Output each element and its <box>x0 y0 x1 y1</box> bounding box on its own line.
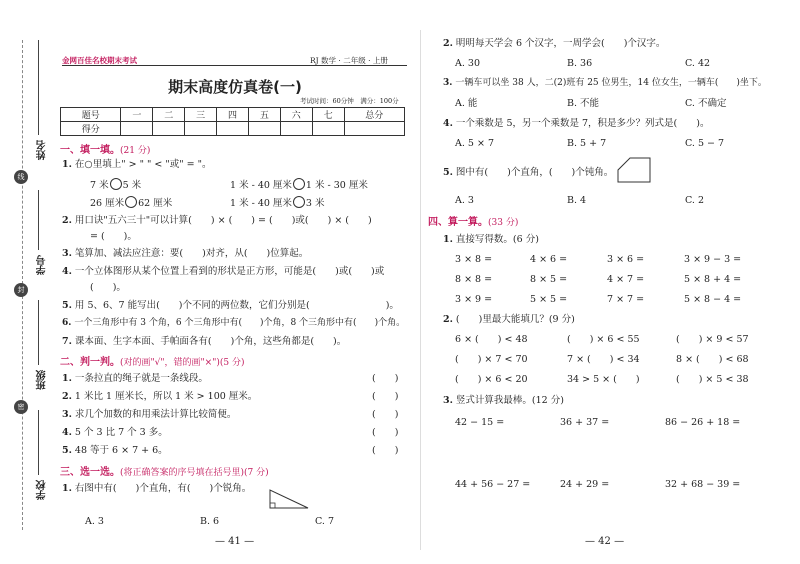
section-2-title: 二、判一判。 <box>60 357 120 368</box>
bind-mark-line: 线 <box>14 170 28 184</box>
compare-circle[interactable] <box>110 178 122 190</box>
s2-item-text: 48 等于 6 × 7 + 6。 <box>74 445 168 456</box>
fill-max-item[interactable]: ( ) × 7 < 70 <box>455 354 528 365</box>
score-header-cell: 三 <box>185 108 217 122</box>
mental-math-item: 5 × 8 + 4 = <box>684 274 742 285</box>
mental-math-item: 4 × 6 = <box>530 254 568 265</box>
score-cell[interactable] <box>344 122 405 136</box>
s1-q1: 1. 在○里填上" > " " < "或" = "。 <box>62 159 212 170</box>
school-field[interactable] <box>38 410 39 475</box>
vertical-calc-item: 32 + 68 − 39 = <box>665 479 741 490</box>
judge-answer[interactable]: ( ) <box>372 427 399 438</box>
vertical-calc-item: 24 + 29 = <box>560 479 610 490</box>
s2-item: 5. 48 等于 6 × 7 + 6。 <box>62 445 168 456</box>
s1-q1-item <box>90 196 172 210</box>
s4-q3-text: 竖式计算我最棒。(12 分) <box>455 395 564 406</box>
section-4-points: (33 分) <box>488 218 519 228</box>
s1-q6: 6. 一个三角形中有 3 个角，6 个三角形中有( )个角，8 个三角形中有( )个角。 <box>62 318 406 328</box>
section-2-heading <box>60 353 244 368</box>
page-title: 期末高度仿真卷(一) <box>168 78 302 96</box>
mental-math-item: 3 × 6 = <box>607 254 645 265</box>
right-angle-mark <box>270 503 275 508</box>
judge-answer[interactable]: ( ) <box>372 445 399 456</box>
compare-left: 1 米 - 40 厘米 <box>230 180 292 191</box>
fill-max-item[interactable]: 6 × ( ) < 48 <box>455 334 528 345</box>
s3-q3-option[interactable]: A. 能 <box>455 98 478 109</box>
s2-item-text: 5 个 3 比 7 个 3 多。 <box>74 427 168 438</box>
bind-mark-seal: 封 <box>14 283 28 297</box>
s3-q1-option[interactable]: A. 3 <box>85 516 104 527</box>
s4-q1: 1. 直接写得数。(6 分) <box>443 234 539 245</box>
s1-q1-item <box>230 178 368 192</box>
mental-math-item: 7 × 7 = <box>607 294 645 305</box>
section-3-heading <box>60 463 269 478</box>
student-id-label: 学号 <box>37 255 48 275</box>
s1-q1-item <box>90 178 141 192</box>
mental-math-item: 3 × 9 − 3 = <box>684 254 742 265</box>
s1-q2-line1: 用口诀"五六三十"可以计算( ) × ( ) = ( )或( ) × ( ) <box>74 215 372 226</box>
s3-q3: 3. 一辆车可以坐 38 人，二(2)班有 25 位男生，14 位女生，一辆车( )坐下。 <box>443 78 767 88</box>
s1-q5-text: 用 5、6、7 能写出( )个不同的两位数，它们分别是( )。 <box>74 300 399 311</box>
section-1-heading <box>60 141 150 156</box>
s2-item: 1. 一条拉直的绳子就是一条线段。 <box>62 373 208 384</box>
s3-q4-option[interactable]: A. 5 × 7 <box>455 138 494 149</box>
section-1-title: 一、填一填。 <box>60 145 120 156</box>
section-4-title: 四、算一算。 <box>428 217 488 228</box>
s3-q4: 4. 一个乘数是 5，另一个乘数是 7，积是多少？列式是( )。 <box>443 118 710 129</box>
s1-q2-line2: = ( )。 <box>90 231 137 242</box>
s2-item: 3. 求几个加数的和用乘法计算比较简便。 <box>62 409 237 420</box>
trapezoid-shape <box>618 158 650 182</box>
trapezoid-figure <box>616 156 652 184</box>
score-value-row <box>61 122 405 136</box>
school-label: 学校 <box>37 480 48 500</box>
score-cell[interactable] <box>280 122 312 136</box>
score-header-cell: 题号 <box>61 108 121 122</box>
mental-math-item: 5 × 8 − 4 = <box>684 294 742 305</box>
page-divider <box>420 30 421 550</box>
triangle-figure <box>268 488 310 510</box>
section-3-hint: (将正确答案的序号填在括号里) <box>120 468 245 478</box>
score-header-cell: 六 <box>280 108 312 122</box>
mental-math-item: 3 × 9 = <box>455 294 493 305</box>
s4-q1-text: 直接写得数。(6 分) <box>455 234 539 245</box>
score-cell[interactable] <box>121 122 153 136</box>
score-row-label: 得分 <box>61 122 121 136</box>
fill-max-item[interactable]: 7 × ( ) < 34 <box>567 354 640 365</box>
s3-q5-option[interactable]: B. 4 <box>567 195 587 206</box>
mental-math-item: 3 × 8 = <box>455 254 493 265</box>
score-header-cell: 总分 <box>344 108 405 122</box>
section-3-title: 三、选一选。 <box>60 467 120 478</box>
exam-info: 考试时间：60分钟 满分：100分 <box>300 97 399 105</box>
s3-q2-text: 明明每天学会 6 个汉字，一周学会( )个汉字。 <box>455 38 666 49</box>
vertical-calc-item: 42 − 15 = <box>455 417 505 428</box>
s3-q1: 1. 右图中有( )个直角，有( )个锐角。 <box>62 483 252 494</box>
triangle-shape <box>270 490 308 508</box>
s3-q2-option[interactable]: A. 30 <box>455 58 480 69</box>
s1-q4: 4. 一个立体图形从某个位置上看到的形状是正方形，可能是( )或( )或 <box>62 266 385 277</box>
fill-max-item[interactable]: ( ) × 5 < 38 <box>676 374 749 385</box>
edition-label: RJ 数学 · 二年级 · 上册 <box>310 56 388 65</box>
s3-q3-option[interactable]: C. 不确定 <box>685 98 727 109</box>
score-cell[interactable] <box>217 122 249 136</box>
score-table <box>60 107 405 136</box>
compare-circle[interactable] <box>293 196 305 208</box>
compare-right: 5 米 <box>122 180 142 191</box>
s1-q4-line2: ( )。 <box>90 282 126 293</box>
compare-right: 62 厘米 <box>138 198 173 209</box>
class-label: 班级 <box>37 370 48 390</box>
s3-q4-option[interactable]: C. 5 − 7 <box>685 138 725 149</box>
judge-answer[interactable]: ( ) <box>372 409 399 420</box>
s3-q1-option[interactable]: B. 6 <box>200 516 220 527</box>
section-2-hint: (对的画"√"，错的画"×") <box>120 358 220 368</box>
s2-item: 2. 1 米比 1 厘米长，所以 1 米 > 100 厘米。 <box>62 391 258 402</box>
s1-q7-text: 课本面、生字本面、手帕面各有( )个角，这些角都是( )。 <box>74 336 347 347</box>
compare-circle[interactable] <box>125 196 137 208</box>
s4-q2-text: ( )里最大能填几？(9 分) <box>455 314 575 325</box>
s3-q2-option[interactable]: C. 42 <box>685 58 711 69</box>
class-field[interactable] <box>38 300 39 365</box>
s3-q5-option[interactable]: A. 3 <box>455 195 474 206</box>
compare-left: 7 米 <box>90 180 109 191</box>
compare-right: 3 米 <box>305 198 325 209</box>
s3-q1-text: 右图中有( )个直角，有( )个锐角。 <box>74 483 252 494</box>
s3-q5: 5. 图中有( )个直角，( )个钝角。 <box>443 167 614 178</box>
s2-item: 4. 5 个 3 比 7 个 3 多。 <box>62 427 168 438</box>
s2-item-text: 求几个加数的和用乘法计算比较简便。 <box>74 409 237 420</box>
mental-math-item: 8 × 8 = <box>455 274 493 285</box>
section-4-heading <box>428 213 518 228</box>
s1-q3: 3. 笔算加、减法应注意：要( )对齐，从( )位算起。 <box>62 248 309 259</box>
section-3-points: (7 分) <box>244 468 269 478</box>
s1-q1-item <box>230 196 325 210</box>
fill-max-item[interactable]: ( ) × 6 < 20 <box>455 374 528 385</box>
score-header-cell: 七 <box>312 108 344 122</box>
fill-max-item[interactable]: ( ) × 9 < 57 <box>676 334 749 345</box>
score-header-cell: 五 <box>248 108 280 122</box>
vertical-calc-item: 36 + 37 = <box>560 417 610 428</box>
score-header-cell: 二 <box>153 108 185 122</box>
score-header-row <box>61 108 405 122</box>
page-number-right: — 42 — <box>585 536 625 547</box>
s3-q2-option[interactable]: B. 36 <box>567 58 593 69</box>
vertical-calc-item: 86 − 26 + 18 = <box>665 417 741 428</box>
compare-right: 1 米 - 30 厘米 <box>305 180 368 191</box>
judge-answer[interactable]: ( ) <box>372 391 399 402</box>
score-cell[interactable] <box>153 122 185 136</box>
s3-q5-text: 图中有( )个直角，( )个钝角。 <box>455 167 614 178</box>
s3-q3-option[interactable]: B. 不能 <box>567 98 600 109</box>
section-2-points: (5 分) <box>219 358 245 368</box>
score-header-cell: 四 <box>217 108 249 122</box>
score-header-cell: 一 <box>121 108 153 122</box>
s4-q2: 2. ( )里最大能填几？(9 分) <box>443 314 575 325</box>
s3-q4-text: 一个乘数是 5，另一个乘数是 7，积是多少？列式是( )。 <box>455 118 710 129</box>
s1-q4-line1: 一个立体图形从某个位置上看到的形状是正方形，可能是( )或( )或 <box>74 266 385 277</box>
fill-max-item[interactable]: 34 > 5 × ( ) <box>567 374 640 385</box>
header-rule <box>62 65 407 66</box>
s2-item-text: 一条拉直的绳子就是一条线段。 <box>74 373 208 384</box>
score-cell[interactable] <box>312 122 344 136</box>
s1-q1-text: 在○里填上" > " " < "或" = "。 <box>74 159 212 170</box>
fill-max-item[interactable]: 8 × ( ) < 68 <box>676 354 749 365</box>
bind-mark-secret: 密 <box>14 400 28 414</box>
s3-q2: 2. 明明每天学会 6 个汉字，一周学会( )个汉字。 <box>443 38 666 49</box>
s3-q1-option[interactable]: C. 7 <box>315 516 335 527</box>
name-label: 姓名 <box>37 140 48 160</box>
s1-q3-text: 笔算加、减法应注意：要( )对齐，从( )位算起。 <box>74 248 309 259</box>
compare-left: 26 厘米 <box>90 198 125 209</box>
student-id-field[interactable] <box>38 190 39 250</box>
page-number-left: — 41 — <box>215 536 255 547</box>
mental-math-item: 5 × 5 = <box>530 294 568 305</box>
s4-q3: 3. 竖式计算我最棒。(12 分) <box>443 395 564 406</box>
s3-q5-option[interactable]: C. 2 <box>685 195 705 206</box>
series-title: 金网百佳名校期末考试 <box>62 56 137 65</box>
judge-answer[interactable]: ( ) <box>372 373 399 384</box>
s3-q3-text: 一辆车可以坐 38 人，二(2)班有 25 位男生，14 位女生，一辆车( )坐下。 <box>455 78 767 88</box>
score-cell[interactable] <box>248 122 280 136</box>
fill-max-item[interactable]: ( ) × 6 < 55 <box>567 334 640 345</box>
s1-q6-text: 一个三角形中有 3 个角，6 个三角形中有( )个角，8 个三角形中有( )个角。 <box>74 318 406 328</box>
compare-circle[interactable] <box>293 178 305 190</box>
score-cell[interactable] <box>185 122 217 136</box>
s2-item-text: 1 米比 1 厘米长，所以 1 米 > 100 厘米。 <box>74 391 258 402</box>
mental-math-item: 8 × 5 = <box>530 274 568 285</box>
section-1-points: (21 分) <box>120 146 151 156</box>
compare-left: 1 米 - 40 厘米 <box>230 198 292 209</box>
s1-q2: 2. 用口诀"五六三十"可以计算( ) × ( ) = ( )或( ) × ( ) <box>62 215 372 226</box>
s3-q4-option[interactable]: B. 5 + 7 <box>567 138 607 149</box>
vertical-calc-item: 44 + 56 − 27 = <box>455 479 531 490</box>
s1-q5: 5. 用 5、6、7 能写出( )个不同的两位数，它们分别是( )。 <box>62 300 399 311</box>
s1-q7: 7. 课本面、生字本面、手帕面各有( )个角，这些角都是( )。 <box>62 336 347 347</box>
mental-math-item: 4 × 7 = <box>607 274 645 285</box>
